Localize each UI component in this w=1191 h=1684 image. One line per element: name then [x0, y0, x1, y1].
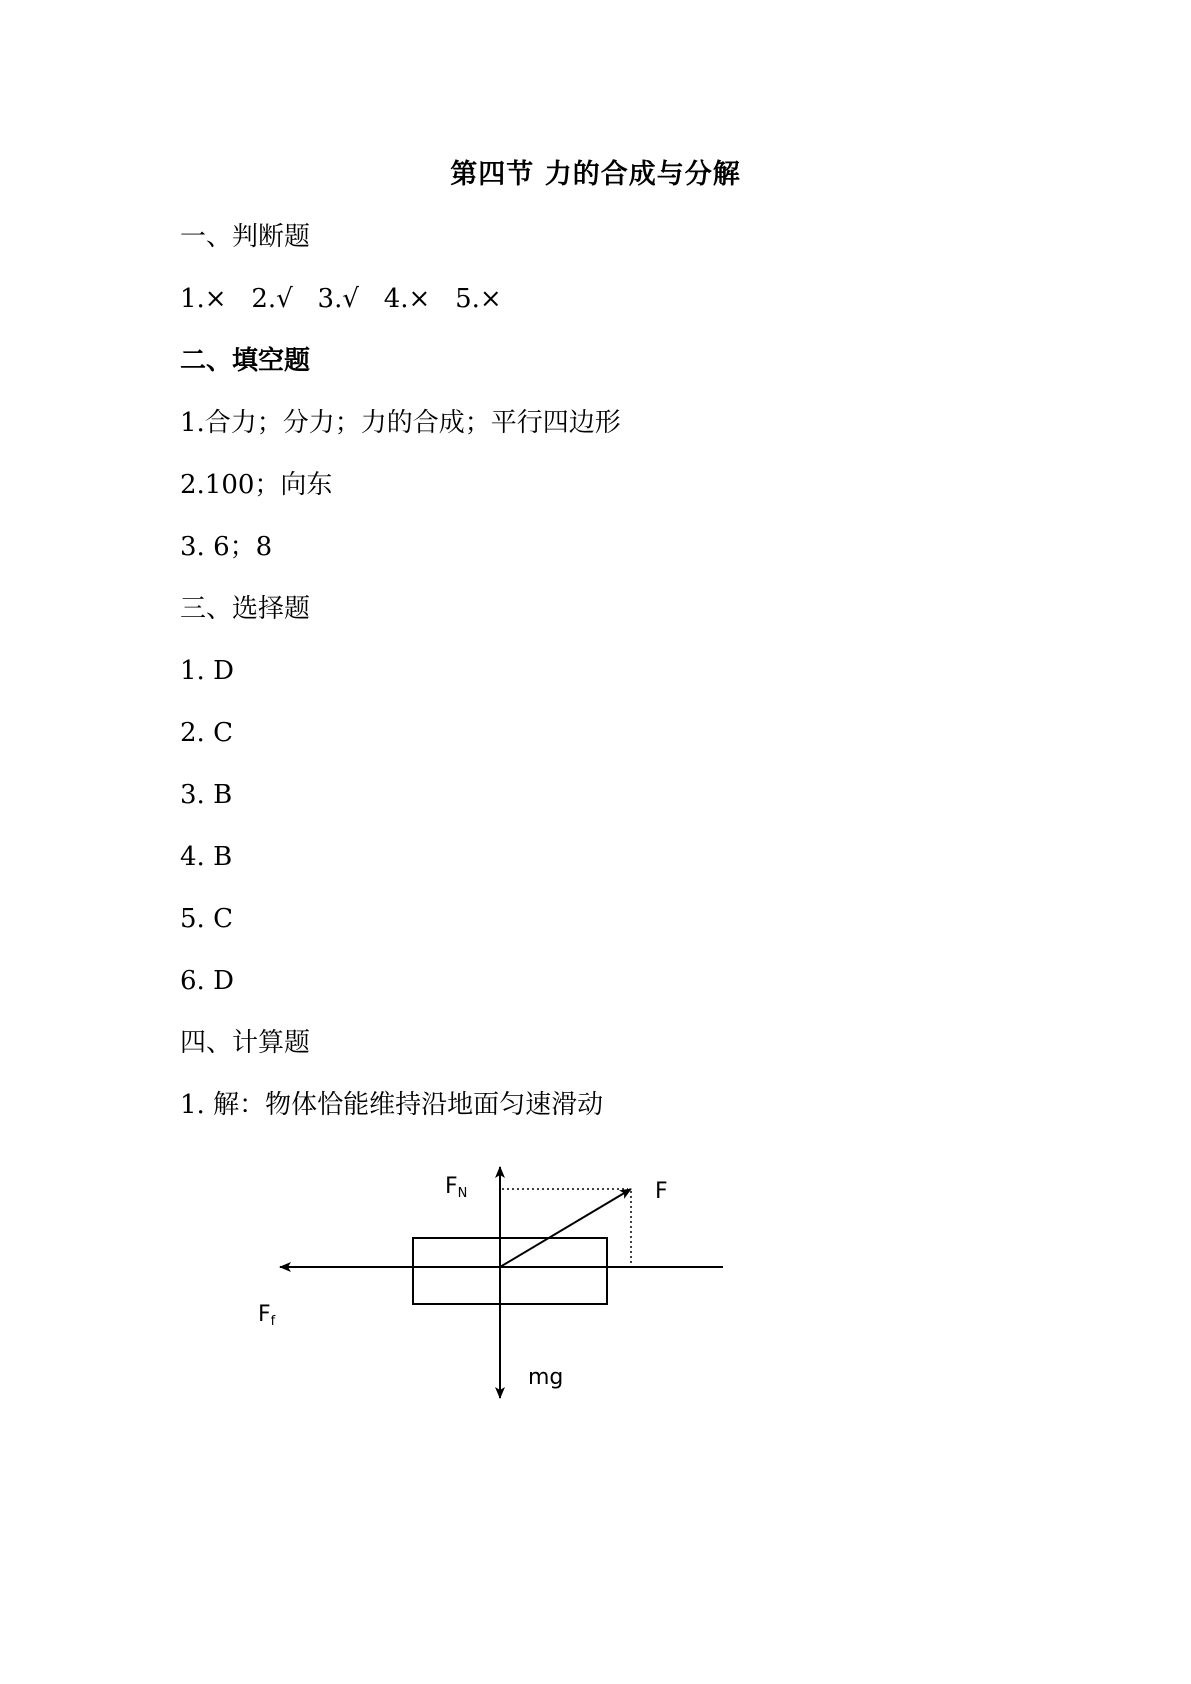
calc-answer-1: 1. 解：物体恰能维持沿地面匀速滑动 [180, 1090, 604, 1120]
section-calc-heading: 四、计算题 [180, 1028, 311, 1058]
fill-answer-2: 2.100；向东 [180, 470, 333, 500]
section-fill-heading: 二、填空题 [180, 346, 311, 376]
page-title: 第四节 力的合成与分解 [450, 159, 741, 190]
applied-force-arrow [500, 1189, 631, 1267]
label-friction-force: $F_f$ [258, 1302, 276, 1329]
choice-answer-6: 6. D [180, 966, 234, 996]
label-applied-force: F [655, 1179, 668, 1204]
choice-answer-1: 1. D [180, 656, 234, 686]
judge-answers: 1.× 2.√ 3.√ 4.× 5.× [180, 284, 502, 314]
label-normal-force: $F_N$ [445, 1174, 468, 1201]
choice-answer-5: 5. C [180, 904, 233, 934]
fill-answer-3: 3. 6；8 [180, 532, 273, 562]
section-choice-heading: 三、选择题 [180, 594, 311, 624]
section-judge-heading: 一、判断题 [180, 222, 311, 252]
choice-answer-2: 2. C [180, 718, 233, 748]
choice-answer-4: 4. B [180, 842, 233, 872]
fill-answer-1: 1.合力；分力；力的合成；平行四边形 [180, 408, 621, 438]
label-gravity: mg [528, 1365, 564, 1390]
choice-answer-3: 3. B [180, 780, 233, 810]
block-rect [413, 1238, 607, 1304]
